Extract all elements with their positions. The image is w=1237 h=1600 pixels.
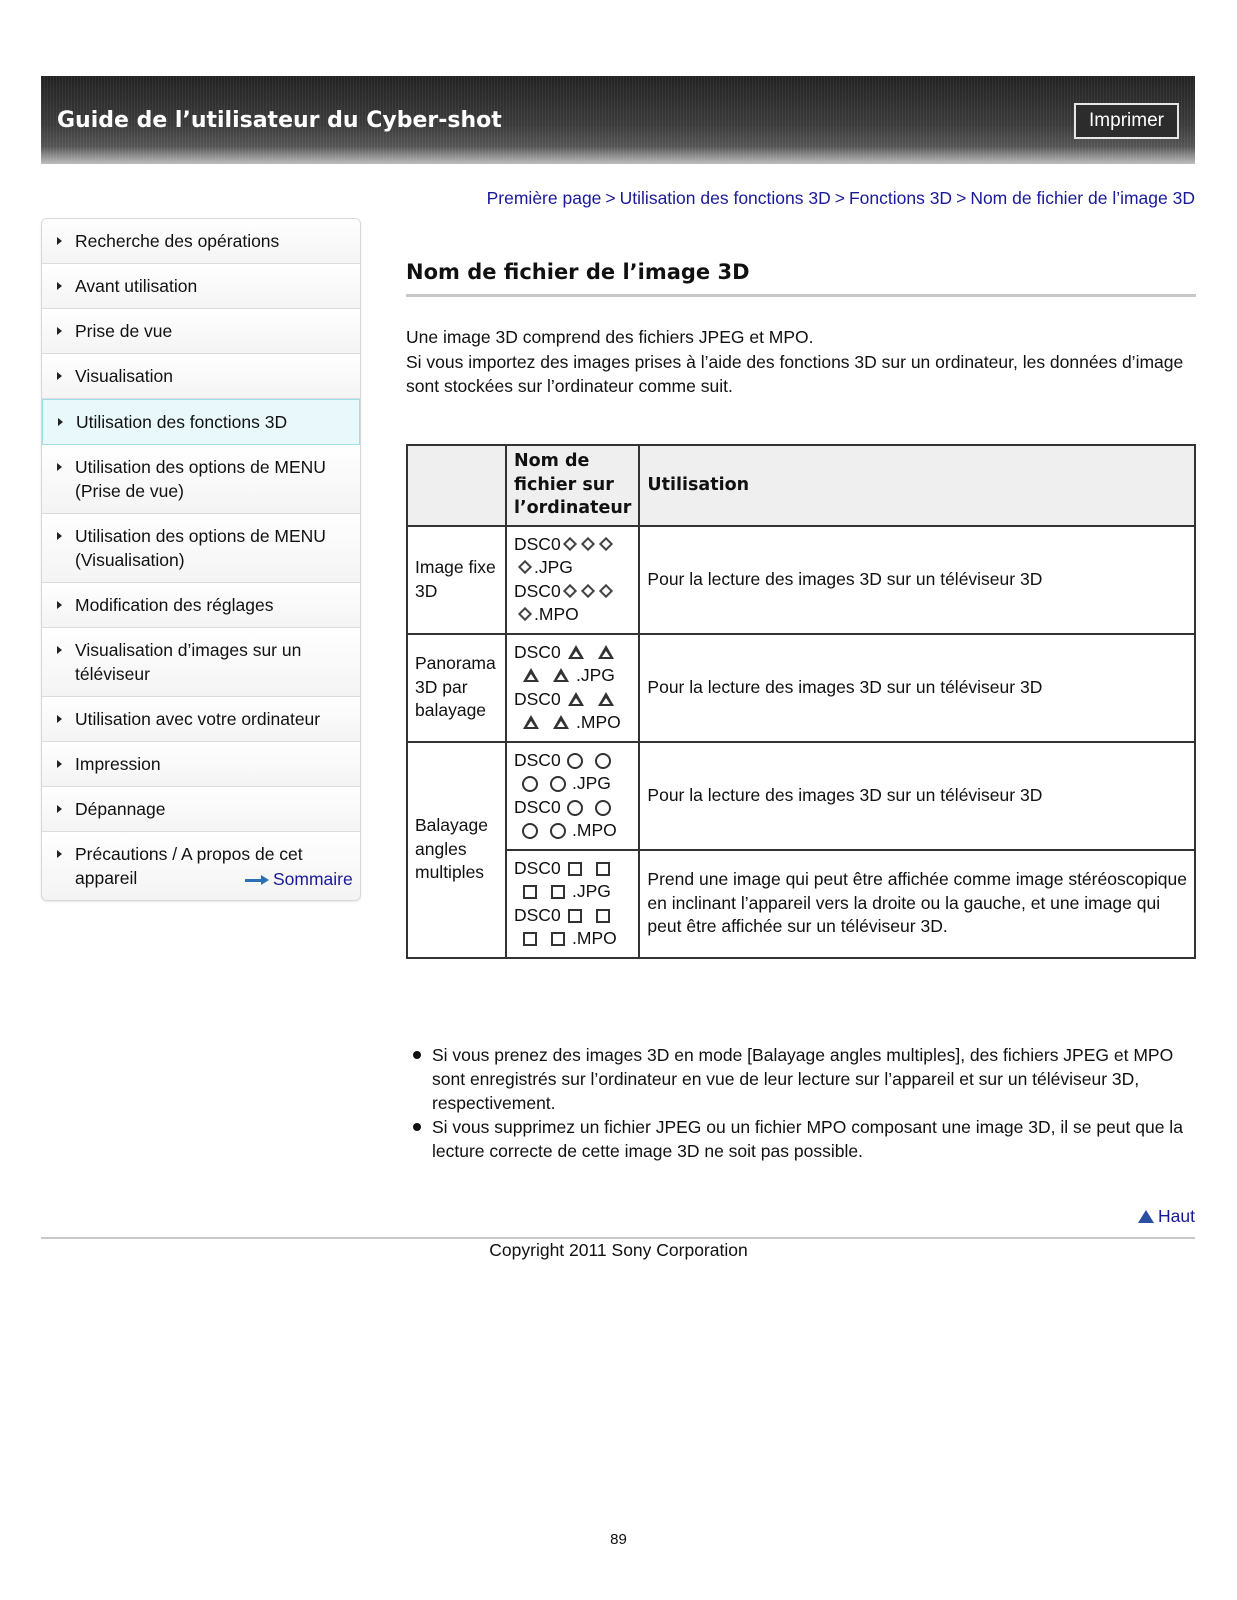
filename-ext: .JPG <box>534 557 573 577</box>
breadcrumb-separator: > <box>834 188 845 208</box>
caret-right-icon <box>57 715 62 723</box>
intro-text <box>406 325 1196 399</box>
caret-right-icon <box>57 463 62 471</box>
print-button[interactable]: Imprimer <box>1074 103 1179 139</box>
diamond-icon <box>581 583 595 597</box>
circle-icon <box>550 776 566 792</box>
sidebar-item-label: Modification des réglages <box>75 595 274 615</box>
bullet-icon <box>413 1123 421 1131</box>
image-type-cell: Panorama 3D par balayage <box>407 634 506 742</box>
sidebar-item-label: Prise de vue <box>75 321 173 341</box>
note-item <box>406 1043 1196 1115</box>
filename-cell <box>506 742 639 850</box>
circle-icon <box>522 776 538 792</box>
sidebar-item-label: Précautions / A propos de cet appareil <box>75 844 303 888</box>
table-row <box>407 850 1195 958</box>
sidebar-item-label: Utilisation des options de MENU (Prise de vue) <box>75 457 326 501</box>
sidebar-item-label: Utilisation des options de MENU (Visualisation) <box>75 526 326 570</box>
caret-right-icon <box>57 327 62 335</box>
sommaire-label: Sommaire <box>273 869 353 889</box>
copyright-text: Copyright 2011 Sony Corporation <box>489 1240 748 1260</box>
sidebar-item-televiseur[interactable] <box>42 628 360 697</box>
diamond-icon <box>563 583 577 597</box>
main-content <box>406 260 1196 399</box>
square-icon <box>596 862 610 876</box>
circle-icon <box>567 753 583 769</box>
caret-right-icon <box>57 237 62 245</box>
table-header-cell <box>407 445 506 526</box>
sidebar-item-reglages[interactable] <box>42 583 360 628</box>
square-icon <box>596 909 610 923</box>
caret-right-icon <box>57 601 62 609</box>
sidebar-item-label: Avant utilisation <box>75 276 198 296</box>
diamond-icon <box>518 607 532 621</box>
triangle-icon <box>568 645 584 659</box>
filename-prefix: DSC0 <box>514 641 561 662</box>
caret-right-icon <box>58 418 63 426</box>
filename-ext: .MPO <box>576 712 621 732</box>
table-row <box>407 742 1195 850</box>
sidebar-item-label: Visualisation d’images sur un téléviseur <box>75 640 302 684</box>
filename-ext: .MPO <box>572 928 617 948</box>
breadcrumb <box>487 188 1195 209</box>
sidebar-item-impression[interactable] <box>42 742 360 787</box>
arrow-right-icon <box>245 875 269 885</box>
triangle-icon <box>598 645 614 659</box>
triangle-icon <box>553 715 569 729</box>
table-header-cell: Utilisation <box>639 445 1195 526</box>
page-number: 89 <box>610 1531 627 1548</box>
sidebar-item-menu-visualisation[interactable] <box>42 514 360 583</box>
sidebar-item-label: Dépannage <box>75 799 166 819</box>
circle-icon <box>595 800 611 816</box>
square-icon <box>551 932 565 946</box>
square-icon <box>523 885 537 899</box>
sidebar-item-label: Visualisation <box>75 366 173 386</box>
sidebar-item-menu-prise-de-vue[interactable] <box>42 445 360 514</box>
image-type-cell: Balayage angles multiples <box>407 742 506 958</box>
image-type-cell: Image fixe 3D <box>407 526 506 634</box>
note-text: Si vous supprimez un fichier JPEG ou un fichier MPO composant une image 3D, il se peut que la lecture correcte de cette image 3D ne soit pas possible. <box>432 1117 1183 1161</box>
filename-prefix: DSC0 <box>514 580 561 601</box>
triangle-icon <box>568 692 584 706</box>
triangle-icon <box>553 668 569 682</box>
breadcrumb-separator: > <box>605 188 616 208</box>
filename-ext: .MPO <box>572 820 617 840</box>
filename-cell <box>506 634 639 742</box>
triangle-up-icon <box>1138 1210 1154 1223</box>
filename-prefix: DSC0 <box>514 904 561 925</box>
circle-icon <box>595 753 611 769</box>
filename-prefix: DSC0 <box>514 533 561 554</box>
notes-list <box>406 1043 1196 1163</box>
header-banner <box>41 76 1195 164</box>
diamond-icon <box>599 536 613 550</box>
filename-prefix: DSC0 <box>514 857 561 878</box>
diamond-icon <box>581 536 595 550</box>
circle-icon <box>567 800 583 816</box>
back-to-top-label: Haut <box>1158 1206 1195 1226</box>
caret-right-icon <box>57 805 62 813</box>
sidebar-item-ordinateur[interactable] <box>42 697 360 742</box>
filename-ext: .JPG <box>576 665 615 685</box>
filename-cell <box>506 850 639 958</box>
sidebar-item-fonctions-3d[interactable] <box>42 399 360 445</box>
table-header-cell: Nom de fichier sur l’ordinateur <box>506 445 639 526</box>
sidebar-item-depannage[interactable] <box>42 787 360 832</box>
filename-prefix: DSC0 <box>514 796 561 817</box>
caret-right-icon <box>57 372 62 380</box>
footer-divider <box>41 1237 1195 1239</box>
guide-title: Guide de l’utilisateur du Cyber-shot <box>57 108 502 133</box>
square-icon <box>523 932 537 946</box>
square-icon <box>568 862 582 876</box>
table-row <box>407 634 1195 742</box>
breadcrumb-separator: > <box>956 188 967 208</box>
diamond-icon <box>599 583 613 597</box>
circle-icon <box>550 823 566 839</box>
back-to-top-link[interactable] <box>1138 1206 1195 1227</box>
note-item <box>406 1115 1196 1163</box>
caret-right-icon <box>57 646 62 654</box>
intro-line: Une image 3D comprend des fichiers JPEG et MPO. <box>406 327 814 347</box>
square-icon <box>551 885 565 899</box>
caret-right-icon <box>57 282 62 290</box>
bullet-icon <box>413 1051 421 1059</box>
filename-ext: .MPO <box>534 604 579 624</box>
filename-prefix: DSC0 <box>514 688 561 709</box>
diamond-icon <box>563 536 577 550</box>
filename-cell <box>506 526 639 634</box>
filename-table <box>406 444 1196 959</box>
usage-cell: Prend une image qui peut être affichée comme image stéréoscopique en inclinant l’appareil vers la droite ou la gauche, et une image qui peut être affichée sur un téléviseur 3D. <box>639 850 1195 958</box>
square-icon <box>568 909 582 923</box>
triangle-icon <box>523 715 539 729</box>
sidebar-item-label: Utilisation des fonctions 3D <box>76 412 288 432</box>
triangle-icon <box>598 692 614 706</box>
filename-ext: .JPG <box>572 773 611 793</box>
sidebar-nav <box>41 218 361 901</box>
caret-right-icon <box>57 850 62 858</box>
diamond-icon <box>518 560 532 574</box>
usage-cell: Pour la lecture des images 3D sur un téléviseur 3D <box>639 634 1195 742</box>
breadcrumb-home-link[interactable]: Première page <box>486 188 602 208</box>
caret-right-icon <box>57 532 62 540</box>
usage-cell: Pour la lecture des images 3D sur un téléviseur 3D <box>639 526 1195 634</box>
sidebar-item-label: Utilisation avec votre ordinateur <box>75 709 321 729</box>
filename-ext: .JPG <box>572 881 611 901</box>
sidebar-item-avant-utilisation[interactable] <box>42 264 360 309</box>
breadcrumb-3d-functions-link[interactable]: Utilisation des fonctions 3D <box>619 188 831 208</box>
sidebar-item-label: Impression <box>75 754 161 774</box>
intro-line: Si vous importez des images prises à l’aide des fonctions 3D sur un ordinateur, les données d’image sont stockées sur l’ordinateur comme suit. <box>406 351 1184 396</box>
caret-right-icon <box>57 760 62 768</box>
circle-icon <box>522 823 538 839</box>
breadcrumb-fonctions-3d-link[interactable]: Fonctions 3D <box>848 188 953 208</box>
sidebar-item-recherche[interactable] <box>42 219 360 264</box>
sommaire-link[interactable] <box>245 869 353 890</box>
table-header-row <box>407 445 1195 526</box>
breadcrumb-current-link[interactable]: Nom de fichier de l’image 3D <box>970 188 1195 208</box>
filename-prefix: DSC0 <box>514 749 561 770</box>
sidebar-item-visualisation[interactable] <box>42 354 360 399</box>
sidebar-item-prise-de-vue[interactable] <box>42 309 360 354</box>
page-title: Nom de fichier de l’image 3D <box>406 260 1196 297</box>
triangle-icon <box>523 668 539 682</box>
usage-cell: Pour la lecture des images 3D sur un téléviseur 3D <box>639 742 1195 850</box>
table-row <box>407 526 1195 634</box>
sidebar-item-label: Recherche des opérations <box>75 231 280 251</box>
note-text: Si vous prenez des images 3D en mode [Balayage angles multiples], des fichiers JPEG et MPO sont enregistrés sur l’ordinateur en vue de leur lecture sur l’appareil et sur un téléviseur 3D, respectivement. <box>432 1045 1174 1113</box>
